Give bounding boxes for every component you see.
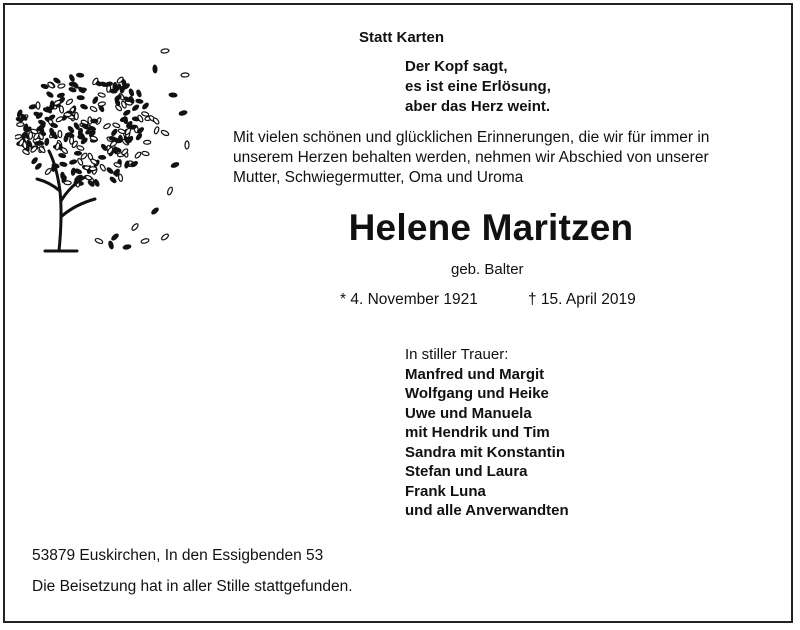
mourner-item: Frank Luna: [405, 482, 486, 500]
quote-line: Der Kopf sagt,: [405, 58, 508, 75]
address: 53879 Euskirchen, In den Essigbenden 53: [32, 547, 324, 564]
intro-line: Mutter, Schwiegermutter, Oma und Uroma: [233, 169, 524, 186]
intro-text: [233, 128, 709, 188]
intro-line: Mit vielen schönen und glücklichen Erinnerungen, die wir für immer in: [233, 129, 710, 146]
burial-note: Die Beisetzung hat in aller Stille stattgefunden.: [32, 578, 353, 595]
birth-date: * 4. November 1921: [340, 291, 478, 308]
mourning-label: In stiller Trauer:: [405, 346, 509, 363]
notice-frame: [3, 3, 793, 623]
mourner-item: Stefan und Laura: [405, 463, 528, 480]
death-date: † 15. April 2019: [528, 291, 636, 308]
mourner-item: Wolfgang und Heike: [405, 385, 549, 402]
deceased-name: Helene Maritzen: [348, 207, 634, 248]
mourner-item: Uwe und Manuela: [405, 404, 532, 422]
header-statt-karten: Statt Karten: [359, 29, 445, 46]
mourner-item: Manfred und Margit: [405, 365, 545, 383]
maiden-name: geb. Balter: [451, 261, 524, 278]
quote-line: aber das Herz weint.: [405, 98, 551, 115]
quote-line: es ist eine Erlösung,: [405, 78, 551, 95]
quote: [405, 57, 551, 117]
mourner-item: Sandra mit Konstantin: [405, 443, 566, 461]
intro-line: unserem Herzen behalten werden, nehmen wir Abschied von unserer: [233, 149, 709, 166]
mourner-item: mit Hendrik und Tim: [405, 424, 550, 441]
mourners-block: [405, 345, 569, 521]
mourner-item: und alle Anverwandten: [405, 502, 569, 519]
